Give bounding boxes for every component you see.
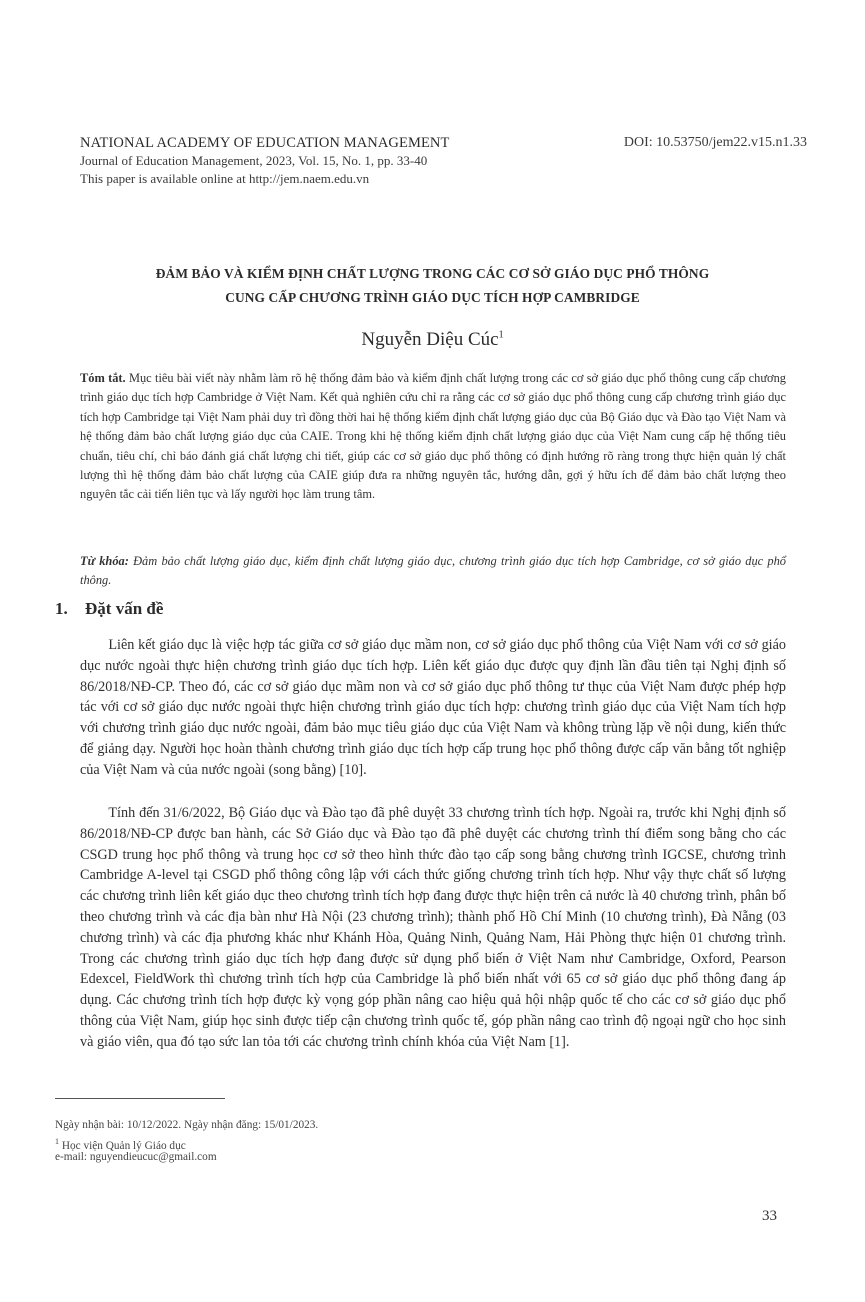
page-number: 33 — [762, 1208, 777, 1224]
footnote-dates: Ngày nhận bài: 10/12/2022. Ngày nhận đăng: 15/01/2023. — [55, 1119, 319, 1131]
author-affiliation-mark: 1 — [498, 329, 504, 341]
paper-title — [80, 262, 785, 310]
abstract-label: Tóm tắt. — [80, 371, 126, 385]
footnote-separator — [55, 1098, 225, 1099]
footnote-email: e-mail: nguyendieucuc@gmail.com — [55, 1151, 217, 1163]
section-number: 1. — [55, 599, 68, 618]
author-name: Nguyễn Diệu Cúc — [361, 329, 499, 350]
journal-citation: Journal of Education Management, 2023, Vol. 15, No. 1, pp. 33-40 — [80, 153, 428, 168]
paragraph-1-text: Liên kết giáo dục là việc hợp tác giữa cơ sở giáo dục mầm non, cơ sở giáo dục phổ thông của Việt Nam với cơ sở giáo dục nước ngoài thực hiện chương trình giáo dục tích hợp. Liên kết giáo dục được quy định lần đầu tiên tại Nghị định số 86/2018/NĐ-CP. Theo đó, các cơ sở giáo dục mầm non và cơ sở giáo dục phổ thông tư thục của Việt Nam được phép hợp tác với cơ sở giáo dục nước ngoài thực hiện chương trình giáo dục tích hợp: chương trình giáo dục của Việt Nam tích hợp với chương trình giáo dục nước ngoài, đảm bảo mục tiêu giáo dục của Việt Nam và không trùng lặp về nội dung, kiến thức để giảng dạy. Người học hoàn thành chương trình giáo dục tích hợp cấp trung học phổ thông được cấp văn bằng tốt nghiệp của Việt Nam và của nước ngoài (song bằng) [10]. — [80, 637, 786, 778]
keywords-label: Từ khóa: — [80, 554, 129, 568]
section-title: Đặt vấn đề — [85, 599, 164, 618]
author — [80, 329, 785, 351]
affiliation-text: Học viện Quản lý Giáo dục — [59, 1139, 186, 1152]
title-line-1: ĐẢM BẢO VÀ KIỂM ĐỊNH CHẤT LƯỢNG TRONG CÁC CƠ SỞ GIÁO DỤC PHỔ THÔNG — [155, 266, 710, 281]
paragraph-2 — [80, 803, 786, 1053]
online-availability: This paper is available online at http://jem.naem.edu.vn — [80, 171, 370, 186]
abstract — [80, 369, 786, 505]
journal-header — [80, 134, 560, 188]
abstract-text: Mục tiêu bài viết này nhằm làm rõ hệ thống đảm bảo và kiểm định chất lượng trong các cơ sở giáo dục phổ thông cung cấp chương trình giáo dục tích hợp Cambridge ở Việt Nam. Kết quả nghiên cứu chỉ ra rằng các cơ sở giáo dục phổ thông cung cấp chương trình giáo dục tích hợp Cambridge tại Việt Nam phải duy trì đồng thời hai hệ thống kiểm định chất lượng giáo dục của Bộ Giáo dục và Đào tạo Việt Nam và hệ thống đảm bảo chất lượng giáo dục của CAIE. Trong khi hệ thống kiểm định chất lượng giáo dục của Việt Nam cung cấp hệ thống tiêu chuẩn, tiêu chí, chỉ báo đánh giá chất lượng chi tiết, giúp các cơ sở giáo dục phổ thông có định hướng rõ ràng trong thực hiện quản lý chất lượng thì hệ thống đảm bảo chất lượng của CAIE giúp đưa ra những nguyên tắc, hướng dẫn, gợi ý hữu ích để đảm bảo chất lượng theo nguyên tắc cải tiến liên tục và lấy người học làm trung tâm. — [80, 371, 786, 502]
keywords — [80, 552, 786, 591]
doi: DOI: 10.53750/jem22.v15.n1.33 — [623, 135, 807, 150]
institution-name: NATIONAL ACADEMY OF EDUCATION MANAGEMENT — [80, 135, 450, 151]
footnote-mark: 1 — [55, 1137, 59, 1146]
paragraph-2-text: Tính đến 31/6/2022, Bộ Giáo dục và Đào tạo đã phê duyệt 33 chương trình tích hợp. Ngoài ra, trước khi Nghị định số 86/2018/NĐ-CP được ban hành, các Sở Giáo dục và Đào tạo đã phê duyệt các chương trình thí điểm song bằng cho các CSGD trung học phổ thông và trung học cơ sở theo hình thức đào tạo cấp song bằng chương trình IGCSE, chương trình Cambridge A-level tại CSGD phổ thông công lập với cách thức giống chương trình tích hợp. Như vậy thực chất số lượng các chương trình liên kết giáo dục theo chương trình tích hợp đang được thực hiện trên cả nước là 40 chương trình, phân bố theo chương trình và các địa bàn như Hà Nội (23 chương trình); thành phố Hồ Chí Minh (10 chương trình), Đà Nẵng (03 chương trình) và các địa phương khác như Khánh Hòa, Quảng Ninh, Quảng Nam, Hải Phòng thực hiện 01 chương trình. Trong các chương trình giáo dục tích hợp đang được sử dụng phổ biến ở Việt Nam như Cambridge, Oxford, Pearson Edexcel, FieldWork thì chương trình tích hợp của Cambridge là phổ biến nhất với 65 cơ sở giáo dục phổ thông đang áp dụng. Các chương trình tích hợp được kỳ vọng góp phần nâng cao hiệu quả hội nhập quốc tế cho các cơ sở giáo dục phổ thông của Việt Nam, giúp học sinh được tiếp cận chương trình quốc tế, góp phần nâng cao trình độ ngoại ngữ cho học sinh và giáo viên, qua đó tạo sức lan tỏa tới các chương trình chính khóa của Việt Nam [1]. — [80, 805, 786, 1050]
section-heading — [55, 599, 163, 619]
keywords-text: Đảm bảo chất lượng giáo dục, kiểm định chất lượng giáo dục, chương trình giáo dục tích hợp Cambridge, cơ sở giáo dục phổ thông. — [80, 554, 786, 588]
title-line-2: CUNG CẤP CHƯƠNG TRÌNH GIÁO DỤC TÍCH HỢP CAMBRIDGE — [225, 290, 640, 305]
paragraph-1 — [80, 635, 786, 781]
